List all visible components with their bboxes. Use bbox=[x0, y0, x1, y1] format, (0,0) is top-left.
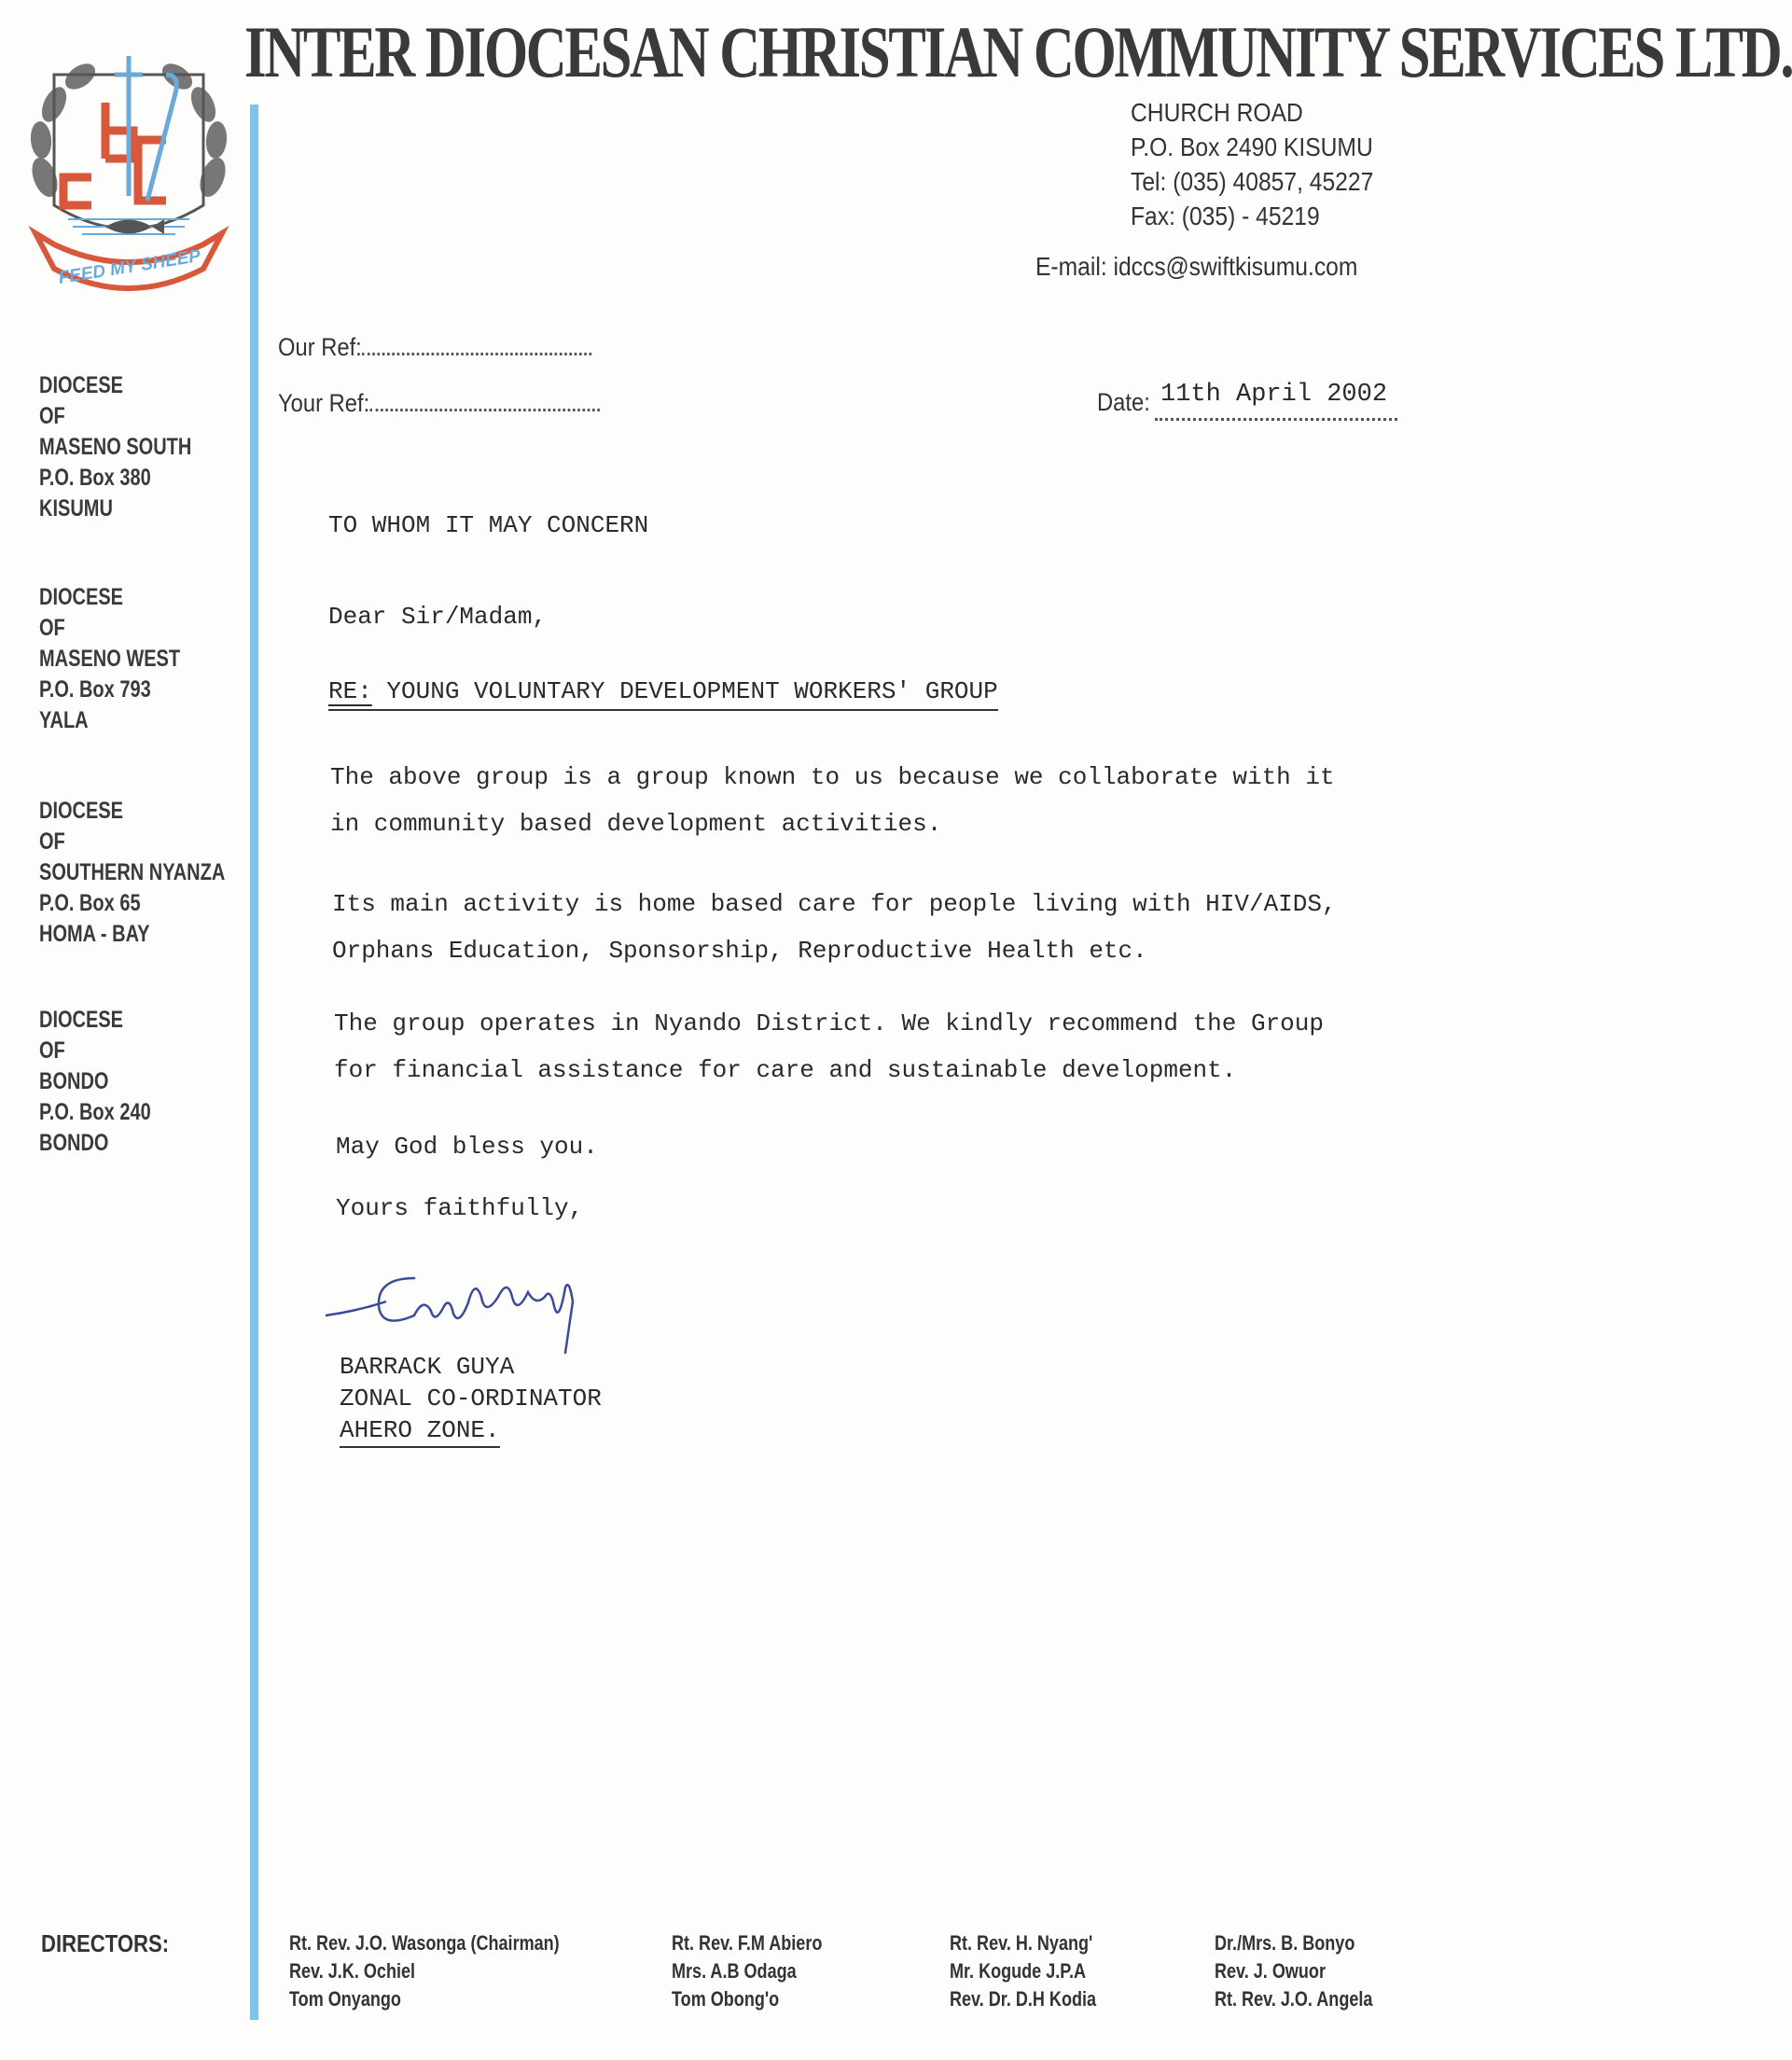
closing: Yours faithfully, bbox=[336, 1194, 584, 1222]
directors-column-1 bbox=[289, 1929, 618, 2013]
signatory-title: ZONAL CO-ORDINATOR bbox=[340, 1385, 602, 1413]
signature-image bbox=[321, 1260, 619, 1362]
paragraph-2 bbox=[332, 881, 1337, 974]
diocese-line: DIOCESE bbox=[39, 798, 124, 824]
diocese-line: BONDO bbox=[39, 1068, 109, 1094]
paragraph-line: for financial assistance for care and sustainable development. bbox=[334, 1056, 1237, 1084]
paragraph-line: Orphans Education, Sponsorship, Reproductive Health etc. bbox=[332, 937, 1147, 965]
diocese-line: KISUMU bbox=[39, 495, 113, 522]
diocese-line: P.O. Box 793 bbox=[39, 676, 151, 703]
organization-name: INTER DIOCESAN CHRISTIAN COMMUNITY SERVICES LTD. bbox=[244, 11, 1792, 92]
fish-icon bbox=[105, 219, 164, 234]
diocese-line: MASENO SOUTH bbox=[39, 434, 192, 460]
director-name: Tom Obong'o bbox=[672, 1987, 780, 2011]
diocese-maseno-west bbox=[39, 582, 254, 736]
diocese-line: DIOCESE bbox=[39, 372, 124, 398]
director-name: Rt. Rev. H. Nyang' bbox=[950, 1931, 1093, 1955]
director-name: Mrs. A.B Odaga bbox=[672, 1959, 797, 1983]
diocese-maseno-south bbox=[39, 370, 254, 524]
date-field bbox=[1097, 381, 1405, 425]
director-name: Rev. J. Owuor bbox=[1215, 1959, 1326, 1983]
diocese-line: DIOCESE bbox=[39, 584, 124, 610]
directors-column-2 bbox=[672, 1929, 855, 2013]
re-label: RE: bbox=[328, 677, 372, 705]
signatory-block bbox=[340, 1351, 602, 1448]
greeting: Dear Sir/Madam, bbox=[328, 603, 548, 631]
director-name: Rev. J.K. Ochiel bbox=[289, 1959, 416, 1983]
salutation-heading: TO WHOM IT MAY CONCERN bbox=[328, 511, 649, 539]
director-name: Rt. Rev. F.M Abiero bbox=[672, 1931, 823, 1955]
diocese-line: P.O. Box 65 bbox=[39, 890, 141, 916]
director-name: Mr. Kogude J.P.A bbox=[950, 1959, 1087, 1983]
paragraph-1 bbox=[330, 754, 1335, 847]
director-name: Rt. Rev. J.O. Wasonga (Chairman) bbox=[289, 1931, 560, 1955]
date-label: Date: bbox=[1097, 388, 1150, 416]
directors-label: DIRECTORS: bbox=[41, 1929, 170, 1957]
director-name: Tom Onyango bbox=[289, 1987, 401, 2011]
our-ref-label: Our Ref: bbox=[278, 333, 362, 361]
diocese-line: BONDO bbox=[39, 1130, 109, 1156]
directors-column-4 bbox=[1215, 1929, 1408, 2013]
diocese-line: OF bbox=[39, 615, 65, 641]
directors-column-3 bbox=[950, 1929, 1129, 2013]
address-block bbox=[1131, 95, 1410, 233]
our-ref bbox=[278, 332, 591, 362]
address-line: Tel: (035) 40857, 45227 bbox=[1131, 167, 1374, 196]
diocese-line: SOUTHERN NYANZA bbox=[39, 859, 226, 885]
address-line: P.O. Box 2490 KISUMU bbox=[1131, 132, 1373, 161]
director-name: Dr./Mrs. B. Bonyo bbox=[1215, 1931, 1355, 1955]
diocese-southern-nyanza bbox=[39, 796, 254, 950]
address-line: CHURCH ROAD bbox=[1131, 98, 1303, 127]
diocese-line: HOMA - BAY bbox=[39, 921, 150, 947]
director-name: Rt. Rev. J.O. Angela bbox=[1215, 1987, 1373, 2011]
diocese-line: P.O. Box 380 bbox=[39, 465, 151, 491]
diocese-line: MASENO WEST bbox=[39, 646, 181, 672]
email-address: E-mail: idccs@swiftkisumu.com bbox=[1035, 252, 1358, 281]
diocese-line: OF bbox=[39, 1037, 65, 1064]
re-subject: YOUNG VOLUNTARY DEVELOPMENT WORKERS' GROUP bbox=[386, 677, 998, 705]
diocese-line: OF bbox=[39, 403, 65, 429]
paragraph-line: The above group is a group known to us because we collaborate with it bbox=[330, 763, 1335, 791]
subject-line bbox=[328, 677, 998, 711]
your-ref-label: Your Ref: bbox=[278, 389, 370, 417]
diocese-line: DIOCESE bbox=[39, 1007, 124, 1033]
signatory-zone: AHERO ZONE. bbox=[340, 1414, 500, 1448]
signatory-name: BARRACK GUYA bbox=[340, 1353, 515, 1381]
paragraph-line: in community based development activities. bbox=[330, 810, 942, 838]
your-ref bbox=[278, 388, 600, 418]
paragraph-line: Its main activity is home based care for people living with HIV/AIDS, bbox=[332, 890, 1337, 918]
address-line: Fax: (035) - 45219 bbox=[1131, 202, 1320, 230]
diocese-line: YALA bbox=[39, 707, 89, 733]
date-value: 11th April 2002 bbox=[1160, 381, 1388, 409]
paragraph-3 bbox=[334, 1000, 1324, 1093]
blessing: May God bless you. bbox=[336, 1133, 598, 1161]
diocese-bondo bbox=[39, 1005, 254, 1159]
director-name: Rev. Dr. D.H Kodia bbox=[950, 1987, 1097, 2011]
logo-motto: FEED MY SHEEP bbox=[57, 246, 202, 288]
diocese-line: OF bbox=[39, 828, 65, 855]
paragraph-line: The group operates in Nyando District. We kindly recommend the Group bbox=[334, 1009, 1324, 1037]
diocese-line: P.O. Box 240 bbox=[39, 1099, 151, 1125]
